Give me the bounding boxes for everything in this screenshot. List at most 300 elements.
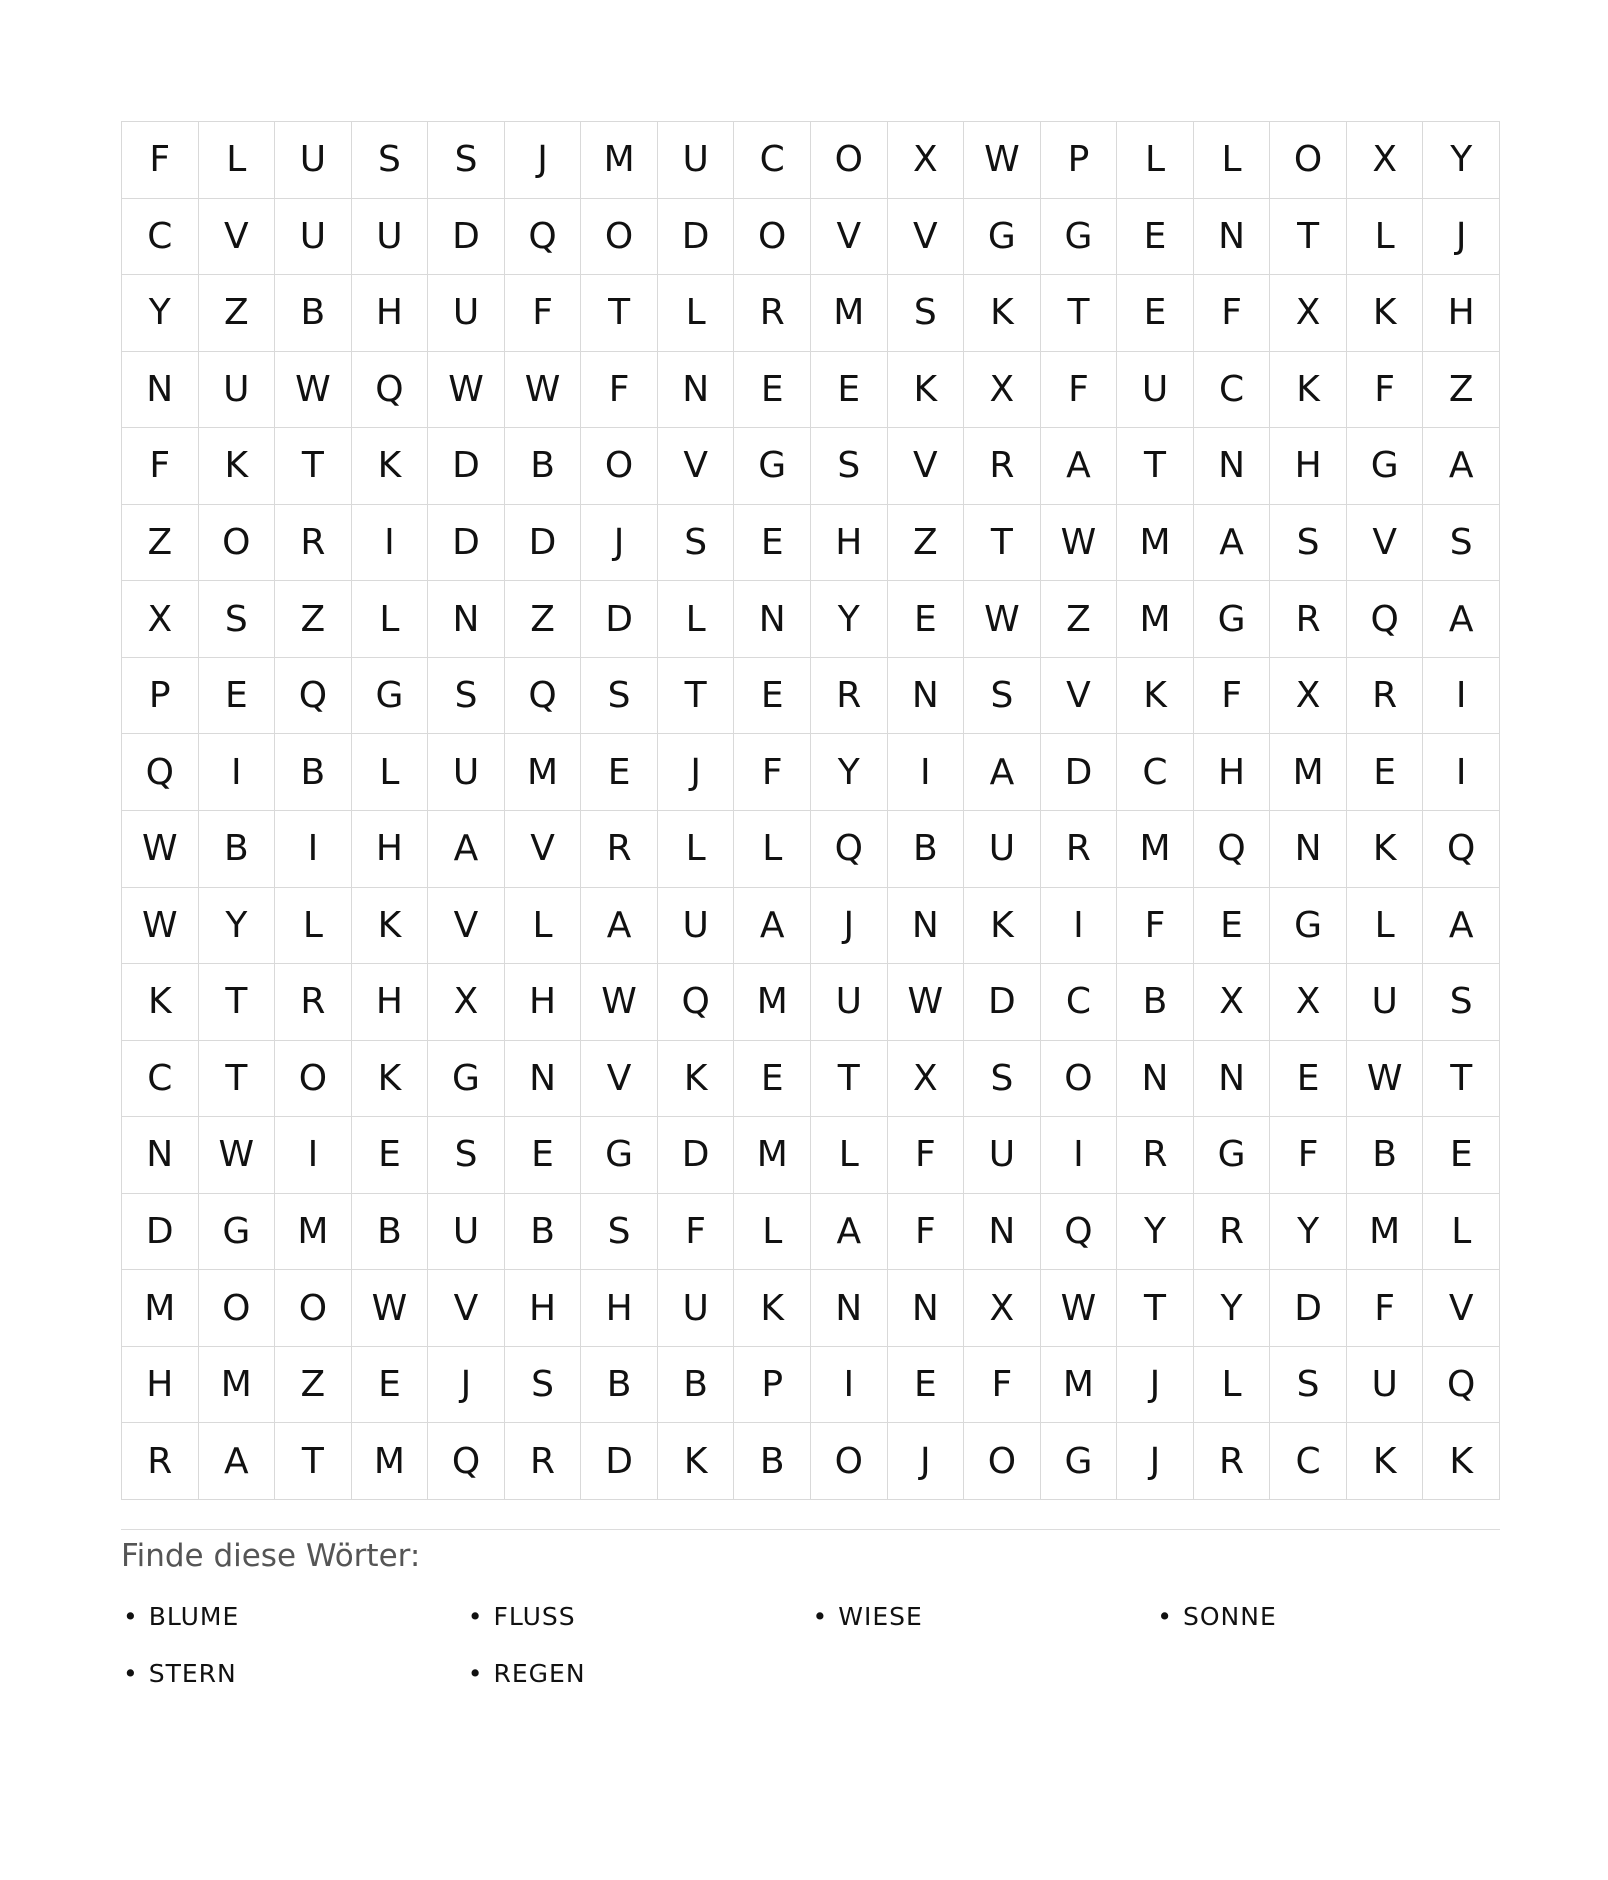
grid-cell[interactable]: T <box>658 658 735 735</box>
grid-cell[interactable]: A <box>811 1194 888 1271</box>
grid-cell[interactable]: M <box>1117 811 1194 888</box>
grid-cell[interactable]: B <box>275 734 352 811</box>
grid-cell[interactable]: M <box>1117 581 1194 658</box>
grid-cell[interactable]: B <box>1117 964 1194 1041</box>
grid-cell[interactable]: L <box>199 122 276 199</box>
grid-cell[interactable]: G <box>734 428 811 505</box>
grid-cell[interactable]: D <box>428 505 505 582</box>
grid-cell[interactable]: Y <box>811 581 888 658</box>
grid-cell[interactable]: K <box>964 275 1041 352</box>
grid-cell[interactable]: P <box>122 658 199 735</box>
grid-cell[interactable]: Y <box>1423 122 1500 199</box>
grid-cell[interactable]: A <box>1423 581 1500 658</box>
grid-cell[interactable]: L <box>352 581 429 658</box>
grid-cell[interactable]: O <box>275 1041 352 1118</box>
grid-cell[interactable]: K <box>1117 658 1194 735</box>
grid-cell[interactable]: S <box>352 122 429 199</box>
grid-cell[interactable]: T <box>275 1423 352 1500</box>
grid-cell[interactable]: S <box>658 505 735 582</box>
grid-cell[interactable]: W <box>1347 1041 1424 1118</box>
grid-cell[interactable]: B <box>658 1347 735 1424</box>
grid-cell[interactable]: G <box>1194 1117 1271 1194</box>
grid-cell[interactable]: H <box>1194 734 1271 811</box>
grid-cell[interactable]: E <box>888 1347 965 1424</box>
grid-cell[interactable]: X <box>888 1041 965 1118</box>
grid-cell[interactable]: L <box>505 888 582 965</box>
grid-cell[interactable]: E <box>1194 888 1271 965</box>
grid-cell[interactable]: R <box>1194 1194 1271 1271</box>
grid-cell[interactable]: B <box>505 1194 582 1271</box>
grid-cell[interactable]: A <box>1423 888 1500 965</box>
grid-cell[interactable]: R <box>581 811 658 888</box>
grid-cell[interactable]: O <box>581 428 658 505</box>
grid-cell[interactable]: F <box>1117 888 1194 965</box>
grid-cell[interactable]: E <box>1117 199 1194 276</box>
grid-cell[interactable]: X <box>1270 964 1347 1041</box>
grid-cell[interactable]: F <box>1194 658 1271 735</box>
grid-cell[interactable]: L <box>275 888 352 965</box>
grid-cell[interactable]: E <box>1347 734 1424 811</box>
grid-cell[interactable]: N <box>888 1270 965 1347</box>
grid-cell[interactable]: F <box>964 1347 1041 1424</box>
grid-cell[interactable]: R <box>505 1423 582 1500</box>
grid-cell[interactable]: O <box>964 1423 1041 1500</box>
grid-cell[interactable]: N <box>1194 428 1271 505</box>
grid-cell[interactable]: E <box>888 581 965 658</box>
grid-cell[interactable]: R <box>1117 1117 1194 1194</box>
grid-cell[interactable]: E <box>1423 1117 1500 1194</box>
grid-cell[interactable]: E <box>734 1041 811 1118</box>
grid-cell[interactable]: Y <box>199 888 276 965</box>
grid-cell[interactable]: V <box>428 1270 505 1347</box>
grid-cell[interactable]: D <box>122 1194 199 1271</box>
grid-cell[interactable]: D <box>428 428 505 505</box>
grid-cell[interactable]: F <box>122 122 199 199</box>
grid-cell[interactable]: I <box>199 734 276 811</box>
grid-cell[interactable]: Q <box>658 964 735 1041</box>
grid-cell[interactable]: Z <box>1041 581 1118 658</box>
grid-cell[interactable]: W <box>1041 1270 1118 1347</box>
grid-cell[interactable]: X <box>1270 658 1347 735</box>
grid-cell[interactable]: Y <box>122 275 199 352</box>
grid-cell[interactable]: K <box>199 428 276 505</box>
grid-cell[interactable]: W <box>581 964 658 1041</box>
grid-cell[interactable]: X <box>964 352 1041 429</box>
grid-cell[interactable]: N <box>811 1270 888 1347</box>
grid-cell[interactable]: K <box>888 352 965 429</box>
grid-cell[interactable]: B <box>352 1194 429 1271</box>
grid-cell[interactable]: Z <box>275 581 352 658</box>
grid-cell[interactable]: R <box>1347 658 1424 735</box>
grid-cell[interactable]: H <box>1423 275 1500 352</box>
grid-cell[interactable]: L <box>1347 888 1424 965</box>
grid-cell[interactable]: R <box>122 1423 199 1500</box>
grid-cell[interactable]: M <box>1041 1347 1118 1424</box>
grid-cell[interactable]: S <box>964 1041 1041 1118</box>
grid-cell[interactable]: U <box>428 275 505 352</box>
grid-cell[interactable]: E <box>505 1117 582 1194</box>
grid-cell[interactable]: M <box>275 1194 352 1271</box>
grid-cell[interactable]: N <box>734 581 811 658</box>
grid-cell[interactable]: B <box>888 811 965 888</box>
grid-cell[interactable]: J <box>1117 1347 1194 1424</box>
grid-cell[interactable]: Q <box>352 352 429 429</box>
grid-cell[interactable]: D <box>505 505 582 582</box>
grid-cell[interactable]: S <box>505 1347 582 1424</box>
grid-cell[interactable]: C <box>734 122 811 199</box>
grid-cell[interactable]: D <box>581 1423 658 1500</box>
grid-cell[interactable]: T <box>1041 275 1118 352</box>
grid-cell[interactable]: L <box>1194 122 1271 199</box>
grid-cell[interactable]: N <box>1117 1041 1194 1118</box>
grid-cell[interactable]: W <box>122 888 199 965</box>
grid-cell[interactable]: U <box>199 352 276 429</box>
grid-cell[interactable]: O <box>811 1423 888 1500</box>
grid-cell[interactable]: N <box>1270 811 1347 888</box>
grid-cell[interactable]: S <box>811 428 888 505</box>
grid-cell[interactable]: U <box>964 811 1041 888</box>
grid-cell[interactable]: F <box>888 1117 965 1194</box>
grid-cell[interactable]: A <box>734 888 811 965</box>
grid-cell[interactable]: A <box>428 811 505 888</box>
grid-cell[interactable]: U <box>428 1194 505 1271</box>
grid-cell[interactable]: N <box>1194 199 1271 276</box>
grid-cell[interactable]: K <box>658 1041 735 1118</box>
grid-cell[interactable]: U <box>658 1270 735 1347</box>
grid-cell[interactable]: G <box>199 1194 276 1271</box>
grid-cell[interactable]: W <box>964 581 1041 658</box>
grid-cell[interactable]: X <box>1270 275 1347 352</box>
grid-cell[interactable]: Y <box>1117 1194 1194 1271</box>
grid-cell[interactable]: C <box>1194 352 1271 429</box>
grid-cell[interactable]: F <box>1194 275 1271 352</box>
grid-cell[interactable]: J <box>505 122 582 199</box>
grid-cell[interactable]: L <box>1423 1194 1500 1271</box>
grid-cell[interactable]: O <box>581 199 658 276</box>
grid-cell[interactable]: K <box>1347 811 1424 888</box>
grid-cell[interactable]: M <box>199 1347 276 1424</box>
grid-cell[interactable]: O <box>1041 1041 1118 1118</box>
grid-cell[interactable]: G <box>1041 199 1118 276</box>
grid-cell[interactable]: K <box>1347 1423 1424 1500</box>
grid-cell[interactable]: X <box>1194 964 1271 1041</box>
grid-cell[interactable]: R <box>1270 581 1347 658</box>
grid-cell[interactable]: U <box>1347 1347 1424 1424</box>
grid-cell[interactable]: R <box>734 275 811 352</box>
grid-cell[interactable]: N <box>1194 1041 1271 1118</box>
grid-cell[interactable]: D <box>658 1117 735 1194</box>
grid-cell[interactable]: V <box>811 199 888 276</box>
grid-cell[interactable]: D <box>964 964 1041 1041</box>
grid-cell[interactable]: V <box>1347 505 1424 582</box>
grid-cell[interactable]: E <box>581 734 658 811</box>
grid-cell[interactable]: U <box>428 734 505 811</box>
grid-cell[interactable]: S <box>1270 1347 1347 1424</box>
grid-cell[interactable]: I <box>352 505 429 582</box>
grid-cell[interactable]: W <box>505 352 582 429</box>
grid-cell[interactable]: U <box>275 199 352 276</box>
grid-cell[interactable]: B <box>734 1423 811 1500</box>
grid-cell[interactable]: T <box>964 505 1041 582</box>
grid-cell[interactable]: V <box>505 811 582 888</box>
grid-cell[interactable]: Q <box>1194 811 1271 888</box>
grid-cell[interactable]: W <box>122 811 199 888</box>
grid-cell[interactable]: I <box>1041 1117 1118 1194</box>
grid-cell[interactable]: Z <box>505 581 582 658</box>
grid-cell[interactable]: N <box>888 658 965 735</box>
grid-cell[interactable]: O <box>199 1270 276 1347</box>
grid-cell[interactable]: V <box>199 199 276 276</box>
grid-cell[interactable]: H <box>581 1270 658 1347</box>
grid-cell[interactable]: Y <box>1194 1270 1271 1347</box>
grid-cell[interactable]: M <box>581 122 658 199</box>
grid-cell[interactable]: U <box>1117 352 1194 429</box>
grid-cell[interactable]: H <box>352 275 429 352</box>
grid-cell[interactable]: O <box>734 199 811 276</box>
grid-cell[interactable]: N <box>428 581 505 658</box>
grid-cell[interactable]: I <box>888 734 965 811</box>
grid-cell[interactable]: N <box>505 1041 582 1118</box>
grid-cell[interactable]: S <box>428 122 505 199</box>
grid-cell[interactable]: H <box>505 964 582 1041</box>
grid-cell[interactable]: D <box>428 199 505 276</box>
grid-cell[interactable]: B <box>505 428 582 505</box>
grid-cell[interactable]: K <box>658 1423 735 1500</box>
grid-cell[interactable]: E <box>352 1117 429 1194</box>
grid-cell[interactable]: R <box>275 505 352 582</box>
grid-cell[interactable]: L <box>658 811 735 888</box>
grid-cell[interactable]: Q <box>1041 1194 1118 1271</box>
grid-cell[interactable]: N <box>964 1194 1041 1271</box>
grid-cell[interactable]: R <box>811 658 888 735</box>
grid-cell[interactable]: G <box>352 658 429 735</box>
grid-cell[interactable]: X <box>122 581 199 658</box>
grid-cell[interactable]: H <box>352 811 429 888</box>
grid-cell[interactable]: Z <box>1423 352 1500 429</box>
grid-cell[interactable]: I <box>811 1347 888 1424</box>
grid-cell[interactable]: M <box>734 964 811 1041</box>
grid-cell[interactable]: J <box>428 1347 505 1424</box>
grid-cell[interactable]: Z <box>888 505 965 582</box>
grid-cell[interactable]: L <box>1347 199 1424 276</box>
grid-cell[interactable]: W <box>352 1270 429 1347</box>
grid-cell[interactable]: F <box>505 275 582 352</box>
grid-cell[interactable]: T <box>1117 1270 1194 1347</box>
grid-cell[interactable]: U <box>964 1117 1041 1194</box>
grid-cell[interactable]: U <box>811 964 888 1041</box>
grid-cell[interactable]: M <box>1347 1194 1424 1271</box>
grid-cell[interactable]: W <box>199 1117 276 1194</box>
grid-cell[interactable]: E <box>734 352 811 429</box>
grid-cell[interactable]: G <box>428 1041 505 1118</box>
grid-cell[interactable]: K <box>352 888 429 965</box>
grid-cell[interactable]: E <box>1270 1041 1347 1118</box>
grid-cell[interactable]: O <box>275 1270 352 1347</box>
grid-cell[interactable]: Q <box>428 1423 505 1500</box>
grid-cell[interactable]: F <box>1347 352 1424 429</box>
grid-cell[interactable]: S <box>428 658 505 735</box>
grid-cell[interactable]: B <box>199 811 276 888</box>
grid-cell[interactable]: G <box>1041 1423 1118 1500</box>
grid-cell[interactable]: O <box>199 505 276 582</box>
grid-cell[interactable]: G <box>1347 428 1424 505</box>
grid-cell[interactable]: V <box>658 428 735 505</box>
grid-cell[interactable]: J <box>1423 199 1500 276</box>
grid-cell[interactable]: Q <box>505 199 582 276</box>
grid-cell[interactable]: A <box>1194 505 1271 582</box>
grid-cell[interactable]: N <box>658 352 735 429</box>
grid-cell[interactable]: H <box>811 505 888 582</box>
grid-cell[interactable]: C <box>1041 964 1118 1041</box>
grid-cell[interactable]: T <box>1270 199 1347 276</box>
grid-cell[interactable]: I <box>275 811 352 888</box>
grid-cell[interactable]: X <box>964 1270 1041 1347</box>
grid-cell[interactable]: L <box>658 275 735 352</box>
grid-cell[interactable]: I <box>1041 888 1118 965</box>
grid-cell[interactable]: T <box>811 1041 888 1118</box>
grid-cell[interactable]: M <box>1270 734 1347 811</box>
grid-cell[interactable]: R <box>964 428 1041 505</box>
grid-cell[interactable]: V <box>888 428 965 505</box>
grid-cell[interactable]: V <box>581 1041 658 1118</box>
grid-cell[interactable]: Q <box>122 734 199 811</box>
grid-cell[interactable]: D <box>1041 734 1118 811</box>
grid-cell[interactable]: Y <box>811 734 888 811</box>
grid-cell[interactable]: A <box>1423 428 1500 505</box>
grid-cell[interactable]: L <box>658 581 735 658</box>
grid-cell[interactable]: D <box>658 199 735 276</box>
grid-cell[interactable]: T <box>199 964 276 1041</box>
grid-cell[interactable]: B <box>275 275 352 352</box>
grid-cell[interactable]: W <box>964 122 1041 199</box>
grid-cell[interactable]: B <box>1347 1117 1424 1194</box>
grid-cell[interactable]: N <box>888 888 965 965</box>
grid-cell[interactable]: S <box>581 1194 658 1271</box>
grid-cell[interactable]: Q <box>1423 1347 1500 1424</box>
grid-cell[interactable]: N <box>122 352 199 429</box>
grid-cell[interactable]: H <box>505 1270 582 1347</box>
grid-cell[interactable]: J <box>581 505 658 582</box>
grid-cell[interactable]: U <box>1347 964 1424 1041</box>
grid-cell[interactable]: Y <box>1270 1194 1347 1271</box>
grid-cell[interactable]: R <box>275 964 352 1041</box>
grid-cell[interactable]: F <box>122 428 199 505</box>
grid-cell[interactable]: V <box>1041 658 1118 735</box>
grid-cell[interactable]: F <box>888 1194 965 1271</box>
grid-cell[interactable]: M <box>811 275 888 352</box>
grid-cell[interactable]: K <box>1423 1423 1500 1500</box>
grid-cell[interactable]: K <box>1270 352 1347 429</box>
grid-cell[interactable]: P <box>734 1347 811 1424</box>
grid-cell[interactable]: H <box>1270 428 1347 505</box>
grid-cell[interactable]: K <box>964 888 1041 965</box>
grid-cell[interactable]: M <box>734 1117 811 1194</box>
grid-cell[interactable]: E <box>734 658 811 735</box>
grid-cell[interactable]: F <box>1041 352 1118 429</box>
grid-cell[interactable]: A <box>964 734 1041 811</box>
grid-cell[interactable]: T <box>199 1041 276 1118</box>
grid-cell[interactable]: H <box>122 1347 199 1424</box>
grid-cell[interactable]: S <box>964 658 1041 735</box>
grid-cell[interactable]: G <box>581 1117 658 1194</box>
grid-cell[interactable]: F <box>1270 1117 1347 1194</box>
grid-cell[interactable]: L <box>1194 1347 1271 1424</box>
grid-cell[interactable]: L <box>734 811 811 888</box>
grid-cell[interactable]: M <box>505 734 582 811</box>
grid-cell[interactable]: V <box>888 199 965 276</box>
grid-cell[interactable]: M <box>352 1423 429 1500</box>
grid-cell[interactable]: W <box>1041 505 1118 582</box>
grid-cell[interactable]: E <box>1117 275 1194 352</box>
grid-cell[interactable]: I <box>1423 658 1500 735</box>
grid-cell[interactable]: C <box>122 199 199 276</box>
grid-cell[interactable]: R <box>1041 811 1118 888</box>
grid-cell[interactable]: L <box>734 1194 811 1271</box>
grid-cell[interactable]: K <box>734 1270 811 1347</box>
grid-cell[interactable]: I <box>275 1117 352 1194</box>
grid-cell[interactable]: F <box>658 1194 735 1271</box>
grid-cell[interactable]: S <box>1423 964 1500 1041</box>
grid-cell[interactable]: X <box>1347 122 1424 199</box>
grid-cell[interactable]: Q <box>1423 811 1500 888</box>
grid-cell[interactable]: U <box>658 888 735 965</box>
grid-cell[interactable]: O <box>811 122 888 199</box>
grid-cell[interactable]: Z <box>199 275 276 352</box>
grid-cell[interactable]: I <box>1423 734 1500 811</box>
grid-cell[interactable]: E <box>199 658 276 735</box>
grid-cell[interactable]: M <box>1117 505 1194 582</box>
grid-cell[interactable]: C <box>1270 1423 1347 1500</box>
grid-cell[interactable]: X <box>428 964 505 1041</box>
grid-cell[interactable]: G <box>1270 888 1347 965</box>
grid-cell[interactable]: A <box>199 1423 276 1500</box>
grid-cell[interactable]: B <box>581 1347 658 1424</box>
grid-cell[interactable]: E <box>352 1347 429 1424</box>
grid-cell[interactable]: J <box>888 1423 965 1500</box>
grid-cell[interactable]: O <box>1270 122 1347 199</box>
grid-cell[interactable]: K <box>122 964 199 1041</box>
grid-cell[interactable]: K <box>352 428 429 505</box>
grid-cell[interactable]: T <box>1423 1041 1500 1118</box>
grid-cell[interactable]: C <box>1117 734 1194 811</box>
grid-cell[interactable]: S <box>581 658 658 735</box>
grid-cell[interactable]: X <box>888 122 965 199</box>
grid-cell[interactable]: Q <box>275 658 352 735</box>
grid-cell[interactable]: S <box>888 275 965 352</box>
grid-cell[interactable]: E <box>734 505 811 582</box>
grid-cell[interactable]: Q <box>811 811 888 888</box>
grid-cell[interactable]: S <box>1423 505 1500 582</box>
grid-cell[interactable]: T <box>1117 428 1194 505</box>
grid-cell[interactable]: N <box>122 1117 199 1194</box>
grid-cell[interactable]: A <box>581 888 658 965</box>
grid-cell[interactable]: H <box>352 964 429 1041</box>
grid-cell[interactable]: V <box>428 888 505 965</box>
grid-cell[interactable]: P <box>1041 122 1118 199</box>
grid-cell[interactable]: F <box>1347 1270 1424 1347</box>
grid-cell[interactable]: K <box>352 1041 429 1118</box>
grid-cell[interactable]: J <box>811 888 888 965</box>
grid-cell[interactable]: R <box>1194 1423 1271 1500</box>
grid-cell[interactable]: S <box>1270 505 1347 582</box>
grid-cell[interactable]: T <box>581 275 658 352</box>
grid-cell[interactable]: F <box>734 734 811 811</box>
grid-cell[interactable]: T <box>275 428 352 505</box>
grid-cell[interactable]: D <box>581 581 658 658</box>
grid-cell[interactable]: E <box>811 352 888 429</box>
grid-cell[interactable]: S <box>199 581 276 658</box>
grid-cell[interactable]: L <box>1117 122 1194 199</box>
